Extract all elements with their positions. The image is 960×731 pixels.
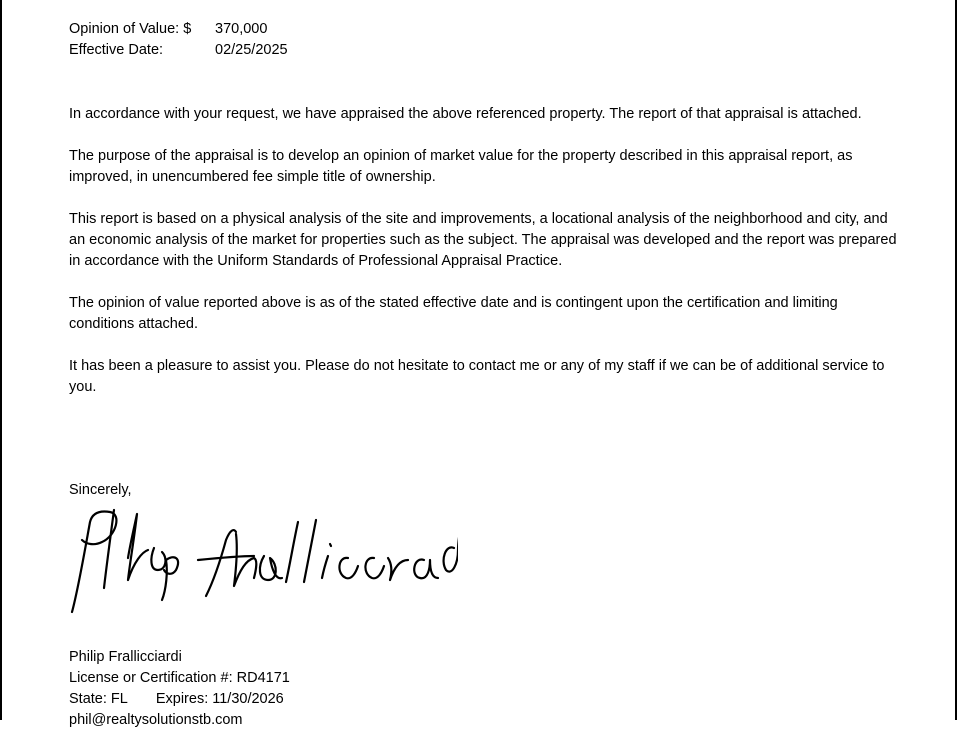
effective-date-label: Effective Date: [69, 42, 164, 58]
opinion-of-value-label: Opinion of Value: $ [69, 21, 192, 37]
closing-salutation: Sincerely, [69, 482, 132, 498]
state-expires-line [69, 689, 290, 710]
opinion-of-value-row [69, 19, 469, 40]
signer-name: Philip Frallicciardi [69, 649, 182, 665]
valuation-header [69, 19, 469, 61]
license-number: License or Certification #: RD4171 [69, 670, 290, 686]
handwritten-signature [58, 500, 458, 615]
effective-date-value: 02/25/2025 [215, 42, 288, 58]
paragraph-pleasure: It has been a pleasure to assist you. Please do not hesitate to contact me or any of my staff if we can be of additional service to you. [69, 358, 885, 395]
opinion-of-value-amount: 370,000 [215, 21, 268, 37]
license-expires: Expires: 11/30/2026 [155, 691, 284, 707]
paragraph-analysis: This report is based on a physical analysis of the site and improvements, a locational analysis of the neighborhood and city, and an economic analysis of the market for properties such as the subject. The appraisal was developed and the report was prepared in accordance with the Uniform Standards of Professional Appraisal Practice. [69, 211, 897, 269]
paragraph-conditions: The opinion of value reported above is as of the stated effective date and is contingent upon the certification and limiting conditions attached. [69, 295, 838, 332]
effective-date-row [69, 40, 469, 61]
paragraph-purpose: The purpose of the appraisal is to develop an opinion of market value for the property described in this appraisal report, as improved, in unencumbered fee simple title of ownership. [69, 148, 853, 185]
license-state: State: FL [69, 691, 128, 707]
signature-block [69, 647, 290, 731]
letter-body [69, 104, 899, 419]
signer-email: phil@realtysolutionstb.com [69, 712, 243, 728]
paragraph-request: In accordance with your request, we have appraised the above referenced property. The report of that appraisal is attached. [69, 106, 862, 122]
